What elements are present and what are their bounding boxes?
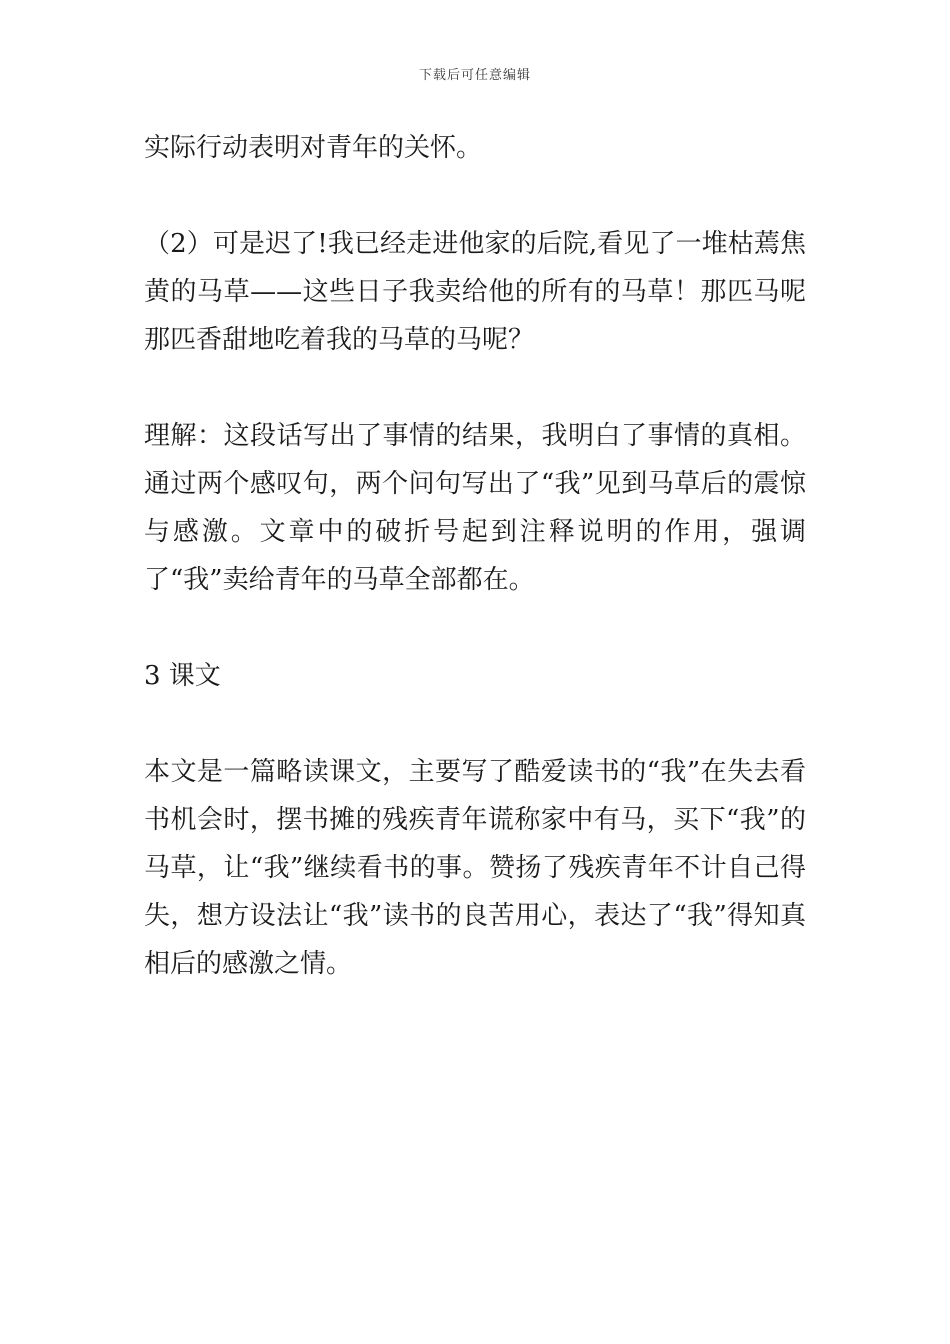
paragraph-gap	[144, 172, 806, 220]
section-heading: 3 课文	[144, 661, 221, 691]
page-header: 下载后可任意编辑	[418, 68, 531, 83]
paragraph-continuation: 实际行动表明对青年的关怀。	[144, 133, 483, 163]
paragraph-gap	[144, 364, 806, 412]
paragraph-explanation: 理解：这段话写出了事情的结果，我明白了事情的真相。通过两个感叹句，两个问句写出了“我”见到马草后的震惊与感激。文章中的破折号起到注释说明的作用，强调了“我”卖给青年的马草全部都在。	[144, 421, 806, 595]
paragraph-gap	[144, 604, 806, 652]
paragraph-gap	[144, 700, 806, 748]
document-body	[144, 124, 806, 988]
paragraph-summary: 本文是一篇略读课文，主要写了酷爱读书的“我”在失去看书机会时，摆书摊的残疾青年谎称家中有马，买下“我”的马草，让“我”继续看书的事。赞扬了残疾青年不计自己得失，想方设法让“我”读书的良苦用心，表达了“我”得知真相后的感激之情。	[144, 757, 806, 979]
paragraph-quote-2: （2）可是迟了!我已经走进他家的后院,看见了一堆枯蔫焦黄的马草——这些日子我卖给他的所有的马草！那匹马呢那匹香甜地吃着我的马草的马呢？	[144, 229, 806, 355]
